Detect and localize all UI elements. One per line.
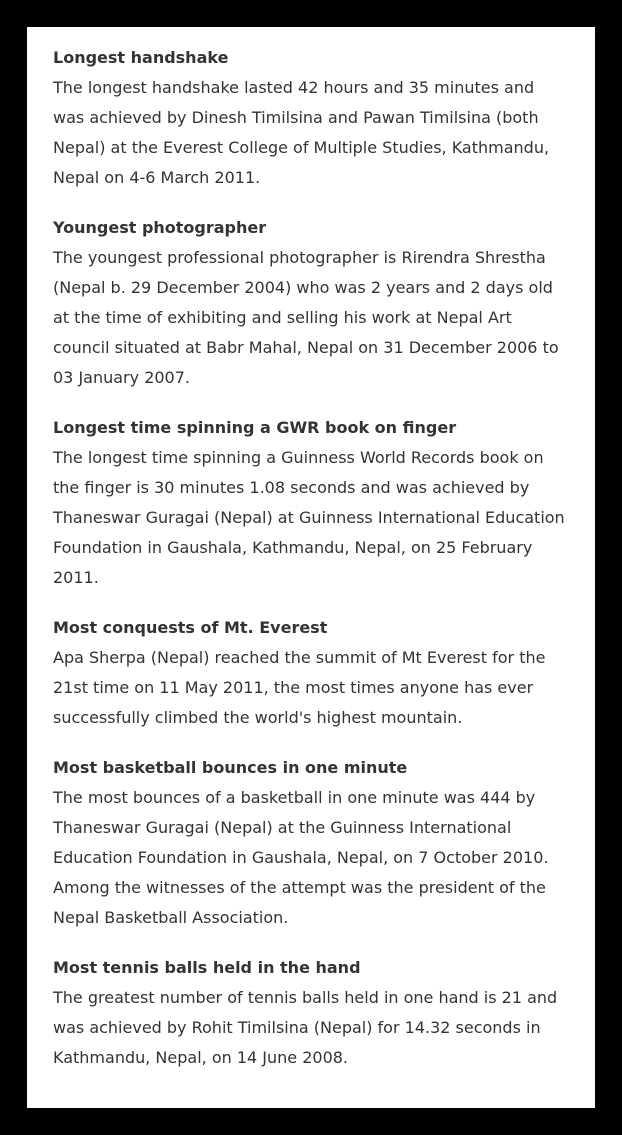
record-youngest-photographer	[53, 213, 569, 393]
record-text: Apa Sherpa (Nepal) reached the summit of Mt Everest for the 21st time on 11 May 2011, the most times anyone has ever successfully climbed the world's highest mountain.	[53, 648, 546, 727]
record-text: The longest time spinning a Guinness World Records book on the finger is 30 minutes 1.08 seconds and was achieved by Thaneswar Guragai (Nepal) at Guinness International Education Foundation in Gaushala, Kathmandu, Nepal, on 25 February 2011.	[53, 448, 565, 587]
record-title: Most tennis balls held in the hand	[53, 958, 361, 977]
record-title: Most conquests of Mt. Everest	[53, 618, 328, 637]
record-text: The greatest number of tennis balls held in one hand is 21 and was achieved by Rohit Timilsina (Nepal) for 14.32 seconds in Kathmandu, Nepal, on 14 June 2008.	[53, 988, 558, 1067]
record-everest-conquests	[53, 613, 569, 733]
record-title: Longest time spinning a GWR book on finger	[53, 418, 457, 437]
record-title: Youngest photographer	[53, 218, 267, 237]
record-title: Longest handshake	[53, 48, 229, 67]
article-card	[27, 27, 595, 1108]
record-title: Most basketball bounces in one minute	[53, 758, 408, 777]
record-gwr-book-spinning	[53, 413, 569, 593]
record-text: The most bounces of a basketball in one minute was 444 by Thaneswar Guragai (Nepal) at the Guinness International Education Foundation in Gaushala, Nepal, on 7 October 2010. Among the witnesses of the attempt was the president of the Nepal Basketball Association.	[53, 788, 549, 927]
records-list	[27, 43, 595, 1073]
record-text: The youngest professional photographer is Rirendra Shrestha (Nepal b. 29 December 2004) who was 2 years and 2 days old at the time of exhibiting and selling his work at Nepal Art council situated at Babr Mahal, Nepal on 31 December 2006 to 03 January 2007.	[53, 248, 559, 387]
record-text: The longest handshake lasted 42 hours and 35 minutes and was achieved by Dinesh Timilsina and Pawan Timilsina (both Nepal) at the Everest College of Multiple Studies, Kathmandu, Nepal on 4-6 March 2011.	[53, 78, 550, 187]
record-tennis-balls	[53, 953, 569, 1073]
record-longest-handshake	[53, 43, 569, 193]
record-basketball-bounces	[53, 753, 569, 933]
